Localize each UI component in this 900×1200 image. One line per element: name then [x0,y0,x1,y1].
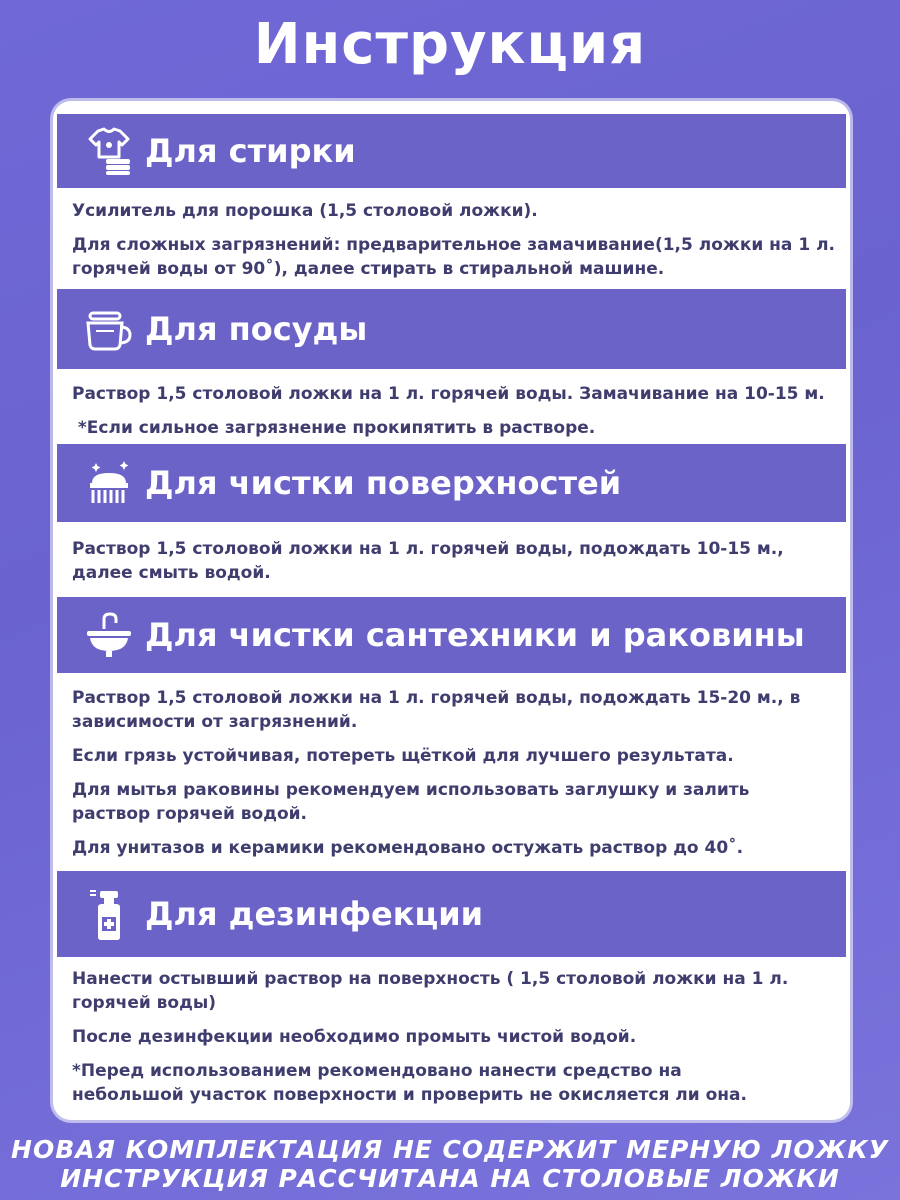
instruction-line: *Перед использованием рекомендовано нанести средство на небольшой участок поверхности и проверить не окисляется ли она. [72,1061,747,1105]
section-body-dishes [72,382,842,450]
section-label: Для дезинфекции [145,895,484,933]
instruction-line: Нанести остывший раствор на поверхность ( 1,5 столовой ложки на 1 л. горячей воды) [72,969,789,1013]
dishes-icon [81,304,137,354]
instruction-line: Для унитазов и керамики рекомендовано остужать раствор до 40˚. [72,838,744,858]
section-header-disinfection [57,871,846,957]
section-header-laundry [57,114,846,188]
section-body-surfaces [72,537,842,595]
instruction-line: Для сложных загрязнений: предварительное замачивание(1,5 ложки на 1 л. горячей воды от 90˚), далее стирать в стиральной машине. [72,235,835,279]
section-label: Для посуды [145,310,368,348]
section-header-surfaces [57,444,846,522]
section-body-plumbing [72,686,842,870]
instruction-line: Раствор 1,5 столовой ложки на 1 л. горячей воды, подождать 15-20 м., в зависимости от загрязнений. [72,688,801,732]
instruction-line: Раствор 1,5 столовой ложки на 1 л. горячей воды. Замачивание на 10-15 м. [72,384,825,404]
section-header-plumbing [57,597,846,673]
tshirt-laundry-icon [81,126,137,176]
spray-bottle-icon [81,889,137,939]
instruction-line: Раствор 1,5 столовой ложки на 1 л. горячей воды, подождать 10-15 м., далее смыть водой. [72,539,784,583]
instruction-line: Для мытья раковины рекомендуем использовать заглушку и залить раствор горячей водой. [72,780,750,824]
footer-notice-1: НОВАЯ КОМПЛЕКТАЦИЯ НЕ СОДЕРЖИТ МЕРНУЮ ЛОЖКУ [11,1135,889,1164]
instruction-line: *Если сильное загрязнение прокипятить в растворе. [72,418,596,438]
section-body-laundry [72,199,842,291]
section-header-dishes [57,289,846,369]
section-body-disinfection [72,967,842,1117]
footer-notice-2: ИНСТРУКЦИЯ РАССЧИТАНА НА СТОЛОВЫЕ ЛОЖКИ [60,1164,840,1193]
page-title: Инструкция [253,12,647,77]
brush-icon [81,458,137,508]
section-label: Для чистки сантехники и раковины [145,616,805,654]
instruction-card [53,101,850,1120]
section-label: Для чистки поверхностей [145,464,622,502]
instruction-line: Усилитель для порошка (1,5 столовой ложки). [72,201,538,221]
instruction-line: После дезинфекции необходимо промыть чистой водой. [72,1027,637,1047]
section-label: Для стирки [145,132,356,170]
instruction-line: Если грязь устойчивая, потереть щёткой для лучшего результата. [72,746,734,766]
sink-faucet-icon [81,610,137,660]
